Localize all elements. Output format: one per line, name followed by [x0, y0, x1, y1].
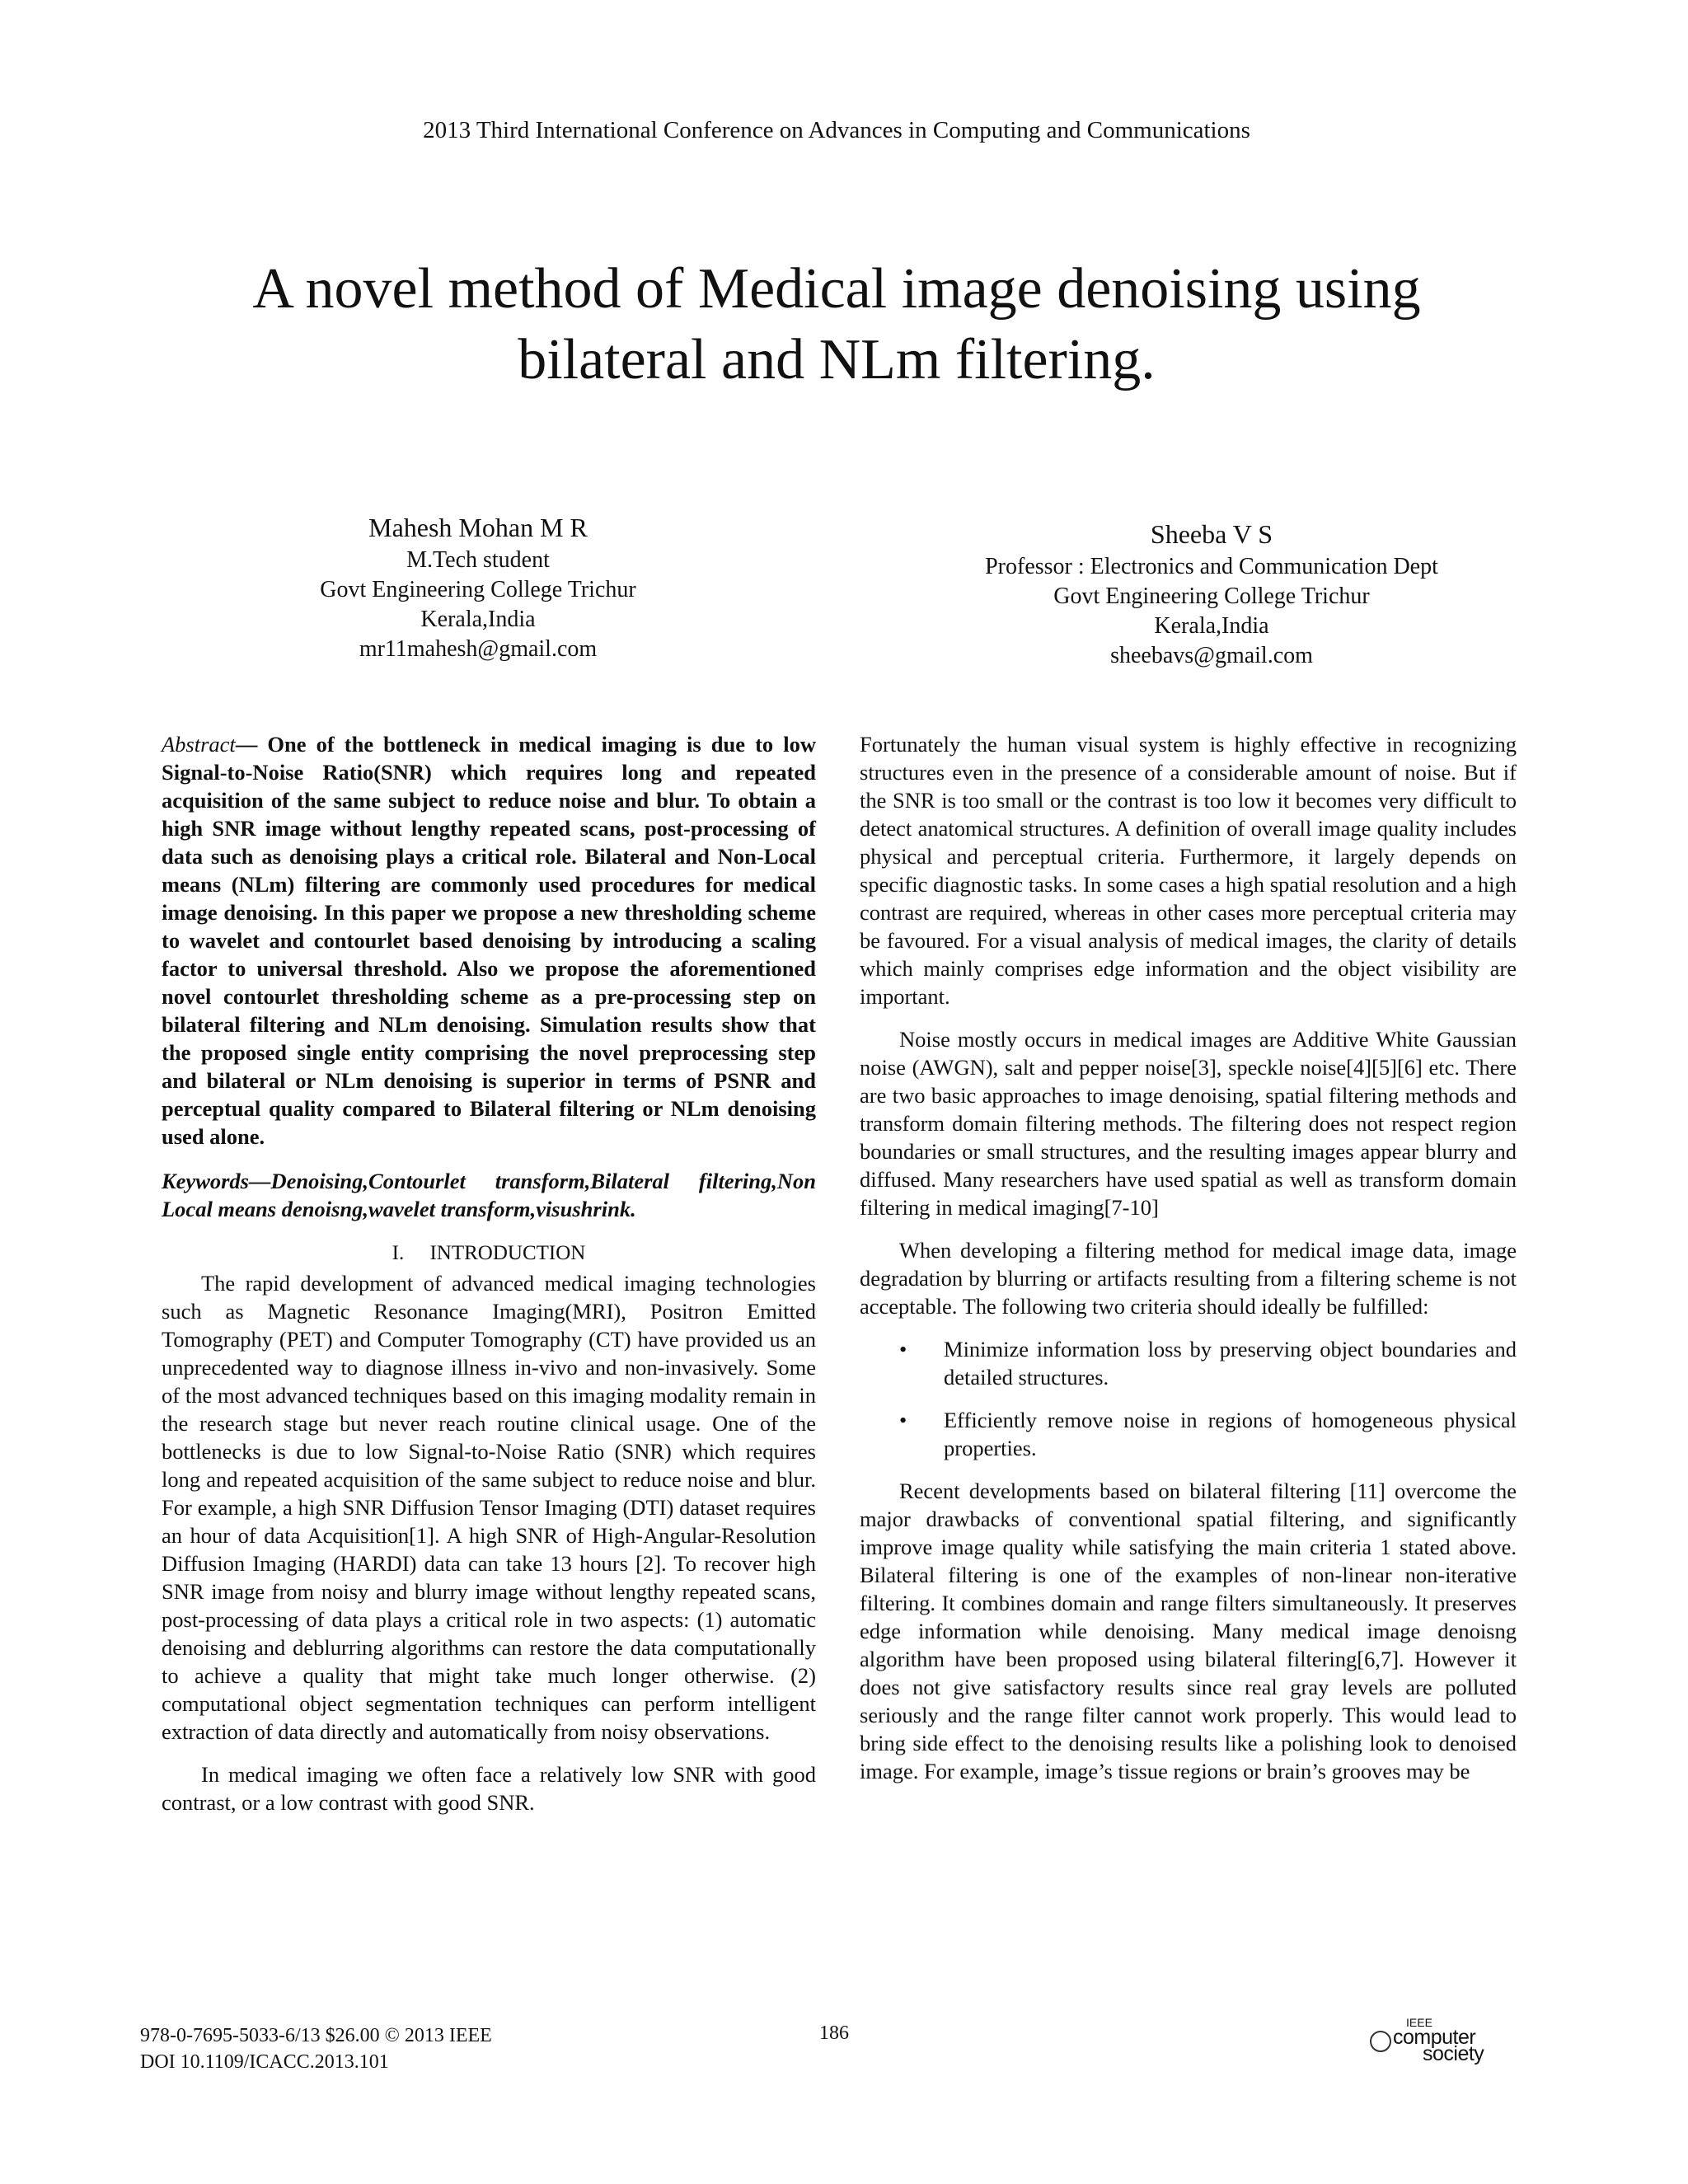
right-column: [860, 730, 1517, 1785]
abstract-text: — One of the bottleneck in medical imaging is due to low Signal-to-Noise Ratio(SNR) which requires long and repeated acquisition of the same subject to reduce noise and blur. To obtain a high SNR image without lengthy repeated scans, post-processing of data such as denoising plays a critical role. Bilateral and Non-Local means (NLm) filtering are commonly used procedures for medical image denoising. In this paper we propose a new thresholding scheme to wavelet and contourlet based denoising by introducing a scaling factor to universal threshold. Also we propose the aforementioned novel contourlet thresholding scheme as a pre-processing step on bilateral filtering and NLm denoising. Simulation results show that the proposed single entity comprising the novel preprocessing step and bilateral or NLm denoising is superior in terms of PSNR and perceptual quality compared to Bilateral filtering or NLm denoising used alone.: [162, 732, 816, 1149]
paragraph: In medical imaging we often face a relatively low SNR with good contrast, or a low contrast with good SNR.: [162, 1762, 816, 1815]
author-location: Kerala,India: [1154, 613, 1269, 639]
abstract-label: Abstract: [162, 732, 236, 757]
list-item: [860, 1335, 1517, 1391]
logo-circle-icon: [1370, 2031, 1391, 2052]
logo-word-computer: computer: [1393, 2026, 1476, 2049]
section-title: INTRODUCTION: [429, 1242, 586, 1264]
bullet-icon: •: [899, 1337, 907, 1361]
footer-doi: DOI 10.1109/ICACC.2013.101: [140, 2051, 389, 2073]
paragraph: Fortunately the human visual system is highly effective in recognizing structures even in the presence of a considerable amount of noise. But if the SNR is too small or the contrast is too low it becomes very difficult to detect anatomical structures. A definition of overall image quality includes physical and perceptual criteria. Furthermore, it largely depends on specific diagnostic tasks. In some cases a high spatial resolution and a high contrast are required, whereas in other cases more perceptual criteria may be favoured. For a visual analysis of medical images, the clarity of details which mainly comprises edge information and the object visibility are important.: [860, 732, 1517, 1009]
paragraph: Noise mostly occurs in medical images are Additive White Gaussian noise (AWGN), salt and pepper noise[3], speckle noise[4][5][6] etc. There are two basic approaches to image denoising, spatial filtering methods and transform domain filtering methods. The filtering does not respect region boundaries or small structures, and the resulting images appear blurry and diffused. Many researchers have used spatial as well as transform domain filtering in medical imaging[7-10]: [860, 1027, 1517, 1220]
conference-header: 2013 Third International Conference on Advances in Computing and Communications: [423, 117, 1250, 143]
author-role: Professor : Electronics and Communication Dept: [985, 554, 1438, 579]
author-affiliation: Govt Engineering College Trichur: [320, 577, 636, 602]
section-number: I.: [392, 1242, 405, 1264]
title-line-2: bilateral and NLm filtering.: [518, 328, 1156, 391]
list-item-text: Minimize information loss by preserving object boundaries and detailed structures.: [944, 1337, 1517, 1390]
logo-ieee-text: IEEE: [1406, 2016, 1432, 2029]
author-email: mr11mahesh@gmail.com: [359, 636, 598, 662]
author-block-2: [907, 516, 1517, 671]
abstract: [162, 730, 816, 1151]
paper-title: [124, 254, 1550, 396]
bullet-icon: •: [899, 1408, 907, 1432]
list-item-text: Efficiently remove noise in regions of homogeneous physical properties.: [944, 1408, 1517, 1460]
footer-isbn: 978-0-7695-5033-6/13 $26.00 © 2013 IEEE: [140, 2025, 492, 2046]
author-block-1: [264, 509, 692, 664]
logo-word-society: society: [1423, 2042, 1484, 2065]
ieee-computer-society-logo: [1370, 2016, 1518, 2065]
paragraph: When developing a filtering method for medical image data, image degradation by blurring or artifacts resulting from a filtering scheme is not acceptable. The following two criteria should ideally be fulfilled:: [860, 1238, 1517, 1319]
section-heading: [162, 1240, 816, 1268]
author-role: M.Tech student: [406, 547, 550, 573]
author-name: Sheeba V S: [1150, 519, 1273, 549]
author-email: sheebavs@gmail.com: [1110, 643, 1313, 668]
paragraph: The rapid development of advanced medical imaging technologies such as Magnetic Resonance Imaging(MRI), Positron Emitted Tomography (PET) and Computer Tomography (CT) have provided us an unprecedented way to diagnose illness in-vivo and non-invasively. Some of the most advanced techniques based on this imaging modality remain in the research stage but never reach routine clinical usage. One of the bottlenecks is due to low Signal-to-Noise Ratio (SNR) which requires long and repeated acquisition of the same subject to reduce noise and blur. For example, a high SNR Diffusion Tensor Imaging (DTI) dataset requires an hour of data Acquisition[1]. A high SNR of High-Angular-Resolution Diffusion Imaging (HARDI) data can take 13 hours [2]. To recover high SNR image from noisy and blurry image without lengthy repeated scans, post-processing of data plays a critical role in two aspects: (1) automatic denoising and deblurring algorithms can restore the data computationally to achieve a quality that might take much longer otherwise. (2) computational object segmentation techniques can perform intelligent extraction of data directly and automatically from noisy observations.: [162, 1271, 816, 1744]
paragraph: Recent developments based on bilateral filtering [11] overcome the major drawbacks of conventional spatial filtering, and significantly improve image quality while satisfying the main criteria 1 stated above. Bilateral filtering is one of the examples of non-linear non-iterative filtering. It combines domain and range filters simultaneously. It preserves edge information while denoising. Many medical image denoisng algorithm have been proposed using bilateral filtering[6,7]. However it does not give satisfactory results since real gray levels are polluted seriously and the range filter cannot work properly. This would lead to bring side effect to the denoising results like a polishing look to denoised image. For example, image’s tissue regions or brain’s grooves may be: [860, 1479, 1517, 1783]
author-name: Mahesh Mohan M R: [368, 513, 588, 542]
footer-copyright: [140, 2022, 492, 2075]
author-location: Kerala,India: [420, 607, 536, 632]
keywords: Keywords—Denoising,Contourlet transform,Bilateral filtering,Non Local means denoisng,wavelet transform,visushrink.: [162, 1169, 816, 1221]
list-item: [860, 1406, 1517, 1462]
title-line-1: A novel method of Medical image denoising using: [252, 257, 1421, 321]
author-affiliation: Govt Engineering College Trichur: [1053, 583, 1370, 609]
left-column: [162, 730, 816, 1816]
criteria-list: [860, 1335, 1517, 1462]
page-number: 186: [819, 2022, 849, 2044]
